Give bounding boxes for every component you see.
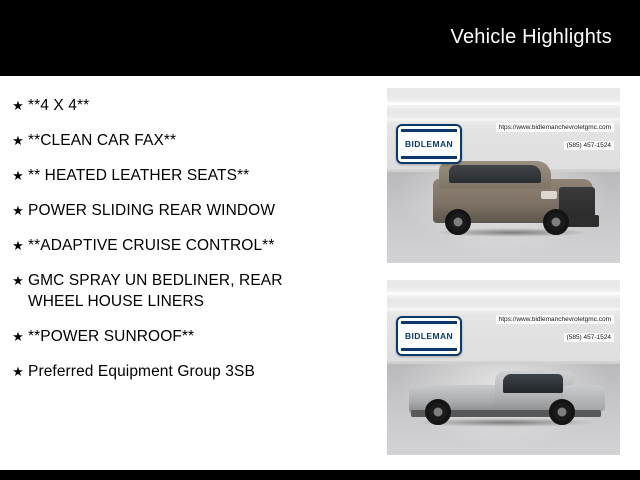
ceiling-light-strip	[387, 292, 620, 295]
truck-wheel	[549, 399, 575, 425]
list-item	[0, 263, 382, 319]
vehicle-photo-side-profile[interactable]	[387, 280, 620, 455]
truck-windshield	[449, 165, 541, 183]
dealer-badge	[396, 316, 462, 356]
dealer-phone-number: (585) 457-1524	[564, 141, 614, 150]
star-bullet-icon: ★	[12, 98, 24, 113]
list-item-label: POWER SLIDING REAR WINDOW	[28, 202, 276, 219]
wheel-hub	[558, 408, 567, 417]
list-item-label: Preferred Equipment Group 3SB	[28, 363, 255, 380]
dealer-phone-number: (585) 457-1524	[564, 333, 614, 342]
page-header	[0, 0, 640, 76]
ceiling-light-strip	[387, 102, 620, 105]
star-bullet-icon: ★	[12, 203, 24, 218]
truck-wheel	[543, 209, 569, 235]
truck-headlight	[541, 191, 557, 199]
dealer-badge-label: BIDLEMAN	[404, 331, 454, 341]
truck-side-windows	[503, 374, 563, 393]
truck-wheel	[445, 209, 471, 235]
list-item-label: **POWER SUNROOF**	[28, 328, 195, 345]
badge-bar	[401, 156, 457, 159]
dealer-badge	[396, 124, 462, 164]
star-bullet-icon: ★	[12, 329, 24, 344]
dealer-website-url: htps://www.bidlemanchevroletgmc.com	[496, 315, 614, 324]
star-bullet-icon: ★	[12, 273, 24, 288]
truck-illustration	[423, 153, 601, 239]
dealer-website-url: htps://www.bidlemanchevroletgmc.com	[496, 123, 614, 132]
wheel-hub	[434, 408, 443, 417]
dealer-contact-overlay	[496, 308, 614, 344]
page-content	[0, 76, 640, 480]
list-item-label: **ADAPTIVE CRUISE CONTROL**	[28, 237, 275, 254]
list-item	[0, 354, 382, 389]
list-item-label: GMC SPRAY UN BEDLINER, REAR WHEEL HOUSE LINERS	[28, 272, 283, 310]
list-item	[0, 193, 382, 228]
star-bullet-icon: ★	[12, 238, 24, 253]
highlights-list	[0, 76, 382, 389]
list-item-label: **4 X 4**	[28, 97, 90, 114]
vehicle-photos	[387, 88, 630, 472]
list-item	[0, 319, 382, 354]
truck-wheel	[425, 399, 451, 425]
truck-illustration	[403, 355, 609, 429]
wheel-hub	[552, 218, 561, 227]
wheel-hub	[454, 218, 463, 227]
list-item	[0, 123, 382, 158]
star-bullet-icon: ★	[12, 133, 24, 148]
badge-bar	[401, 321, 457, 324]
badge-bar	[401, 348, 457, 351]
list-item	[0, 228, 382, 263]
dealer-badge-label: BIDLEMAN	[404, 139, 454, 149]
footer-bar	[0, 470, 640, 480]
star-bullet-icon: ★	[12, 168, 24, 183]
dealer-contact-overlay	[496, 116, 614, 152]
star-bullet-icon: ★	[12, 364, 24, 379]
truck-bed	[409, 385, 501, 413]
list-item	[0, 88, 382, 123]
list-item	[0, 158, 382, 193]
page-title: Vehicle Highlights	[450, 25, 612, 48]
list-item-label: **CLEAN CAR FAX**	[28, 132, 177, 149]
vehicle-photo-front-three-quarter[interactable]	[387, 88, 620, 263]
list-item-label: ** HEATED LEATHER SEATS**	[28, 167, 250, 184]
badge-bar	[401, 129, 457, 132]
